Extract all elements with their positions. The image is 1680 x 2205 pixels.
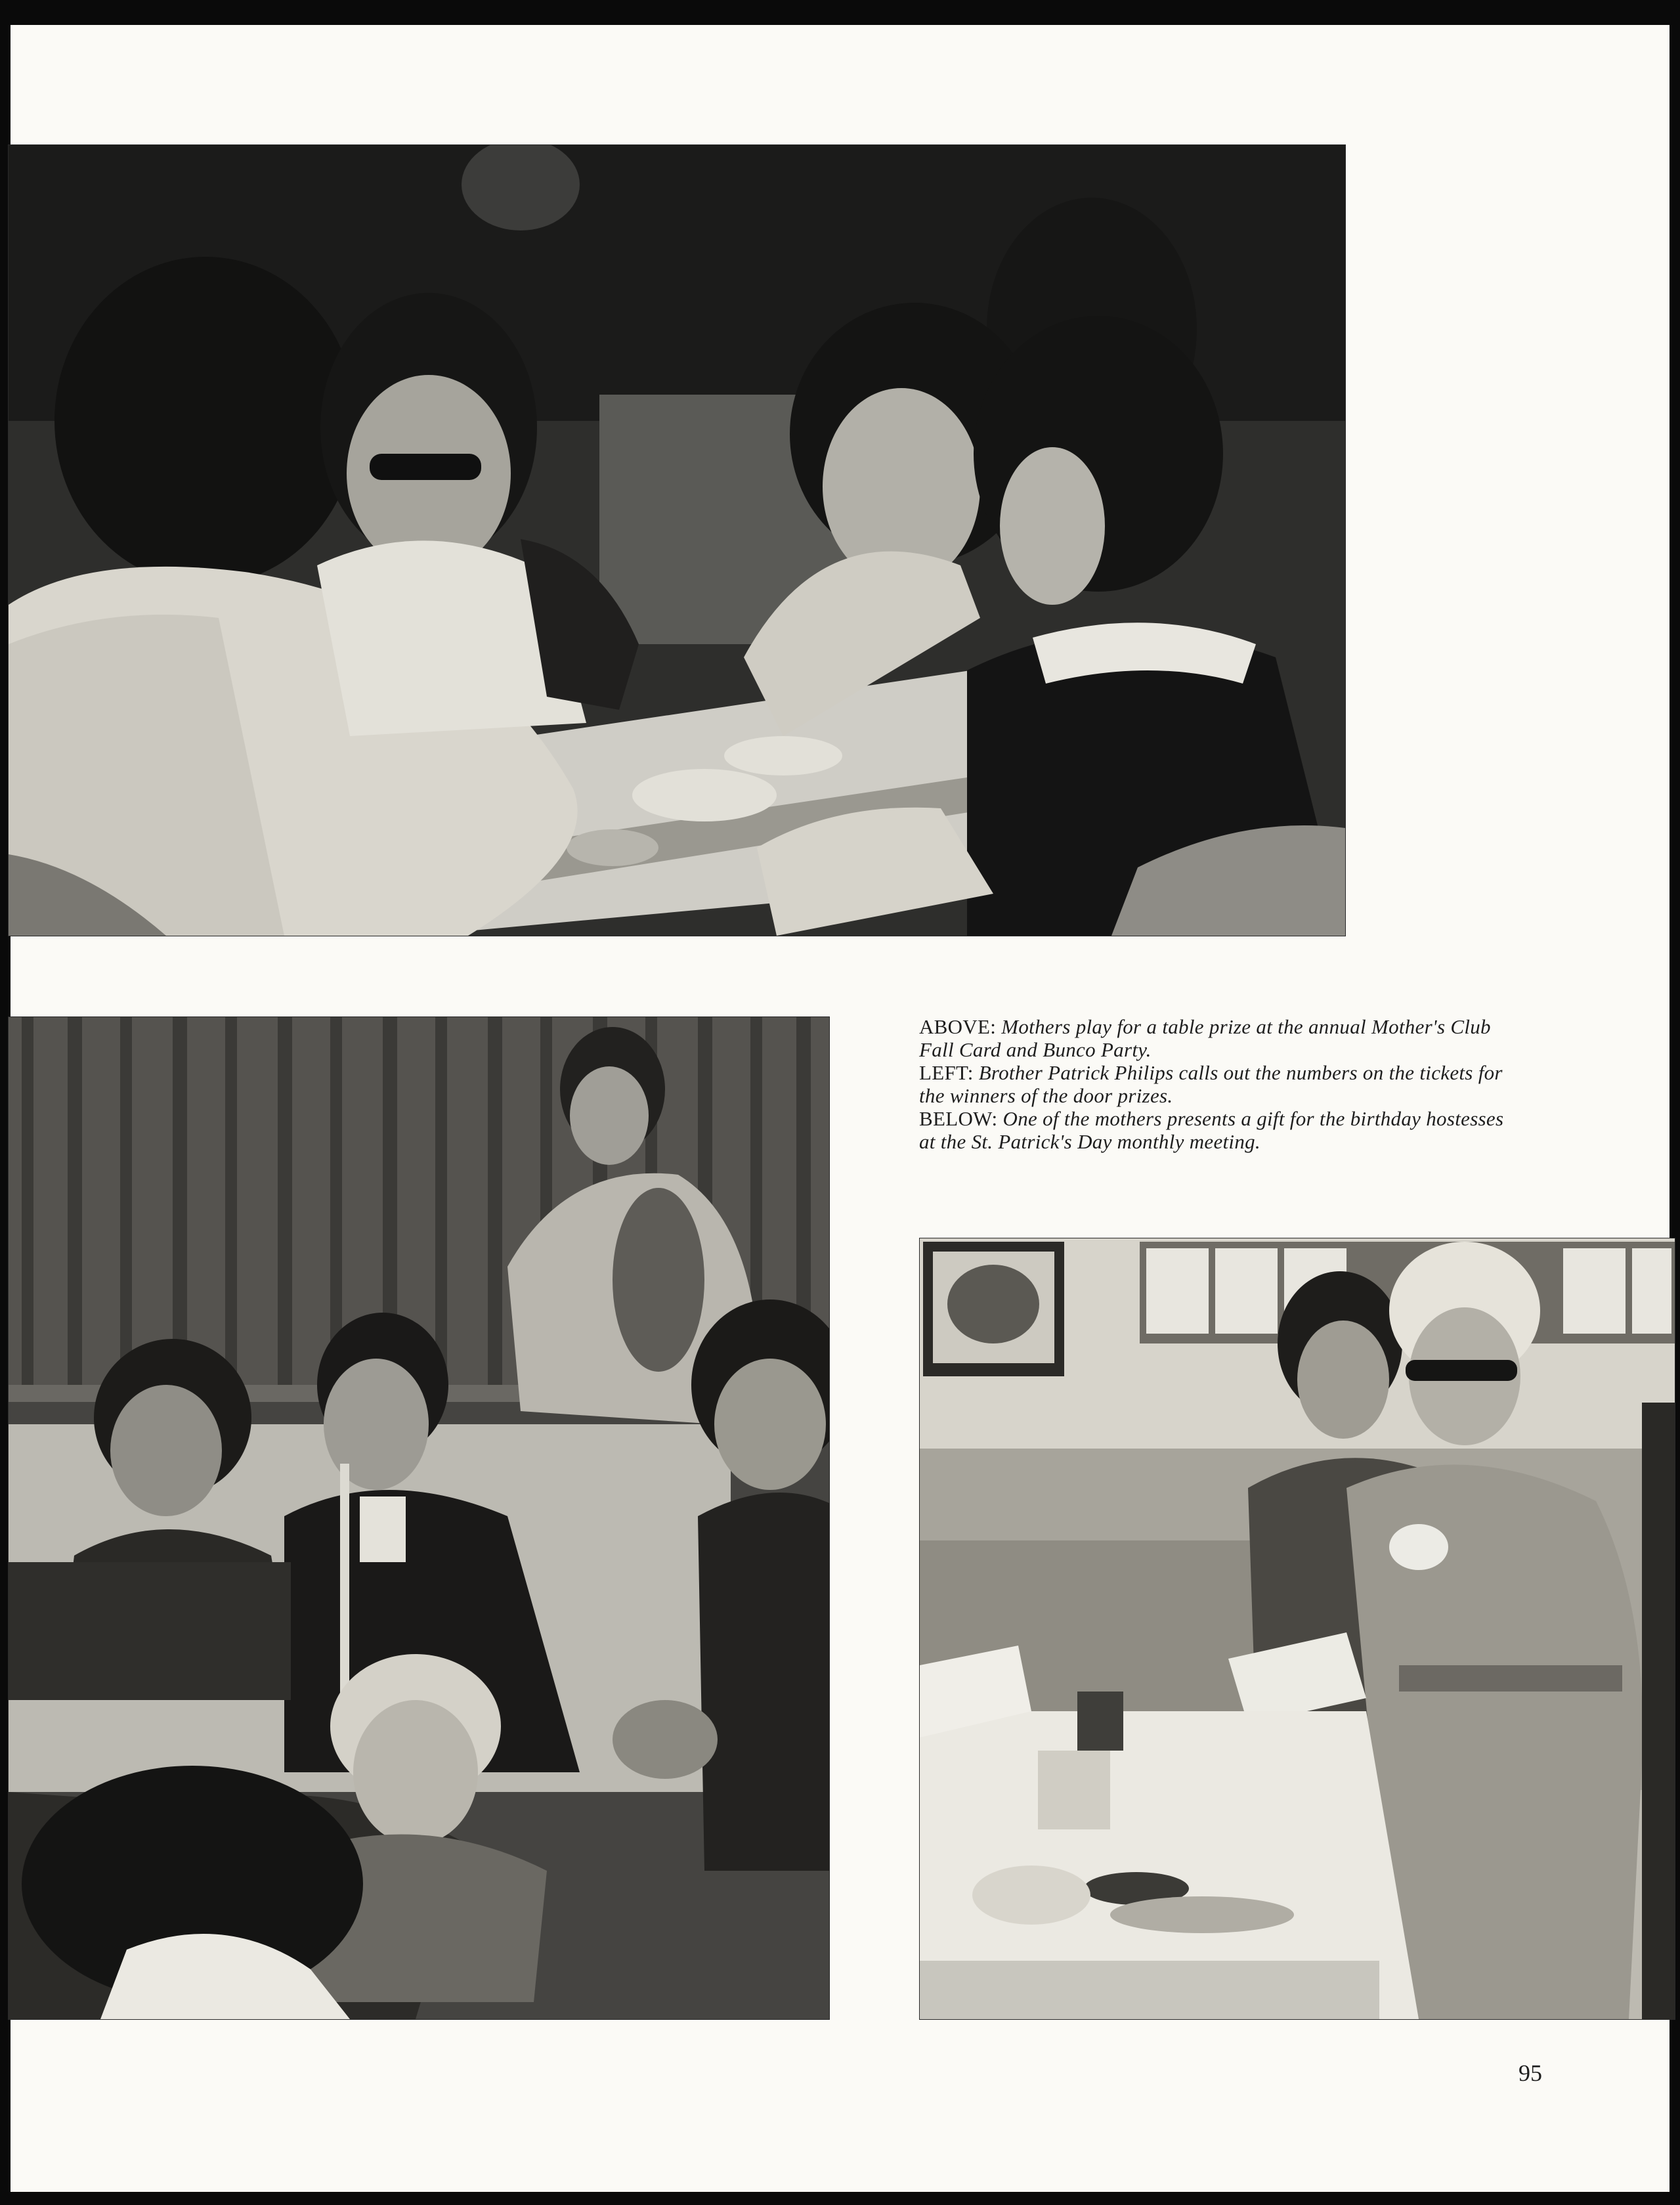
page-number: 95 — [1518, 2060, 1542, 2086]
caption-below — [919, 1107, 1523, 1153]
photo-birthday-gift — [919, 1238, 1675, 2020]
caption-left-text: Brother Patrick Philips calls out the numbers on the tickets for the winners of the door prizes. — [919, 1061, 1503, 1107]
caption-below-lead: BELOW: — [919, 1107, 998, 1130]
photo-card-party — [8, 144, 1346, 936]
caption-above-lead: ABOVE: — [919, 1015, 997, 1038]
caption-left — [919, 1061, 1523, 1107]
caption-above — [919, 1015, 1523, 1061]
caption-below-text: One of the mothers presents a gift for the birthday hostesses at the St. Patrick's Day monthly meeting. — [919, 1107, 1504, 1153]
caption-above-text: Mothers play for a table prize at the annual Mother's Club Fall Card and Bunco Party. — [919, 1015, 1491, 1061]
photo-door-prizes — [8, 1016, 830, 2020]
photo-caption — [919, 1015, 1523, 1153]
caption-left-lead: LEFT: — [919, 1061, 974, 1084]
